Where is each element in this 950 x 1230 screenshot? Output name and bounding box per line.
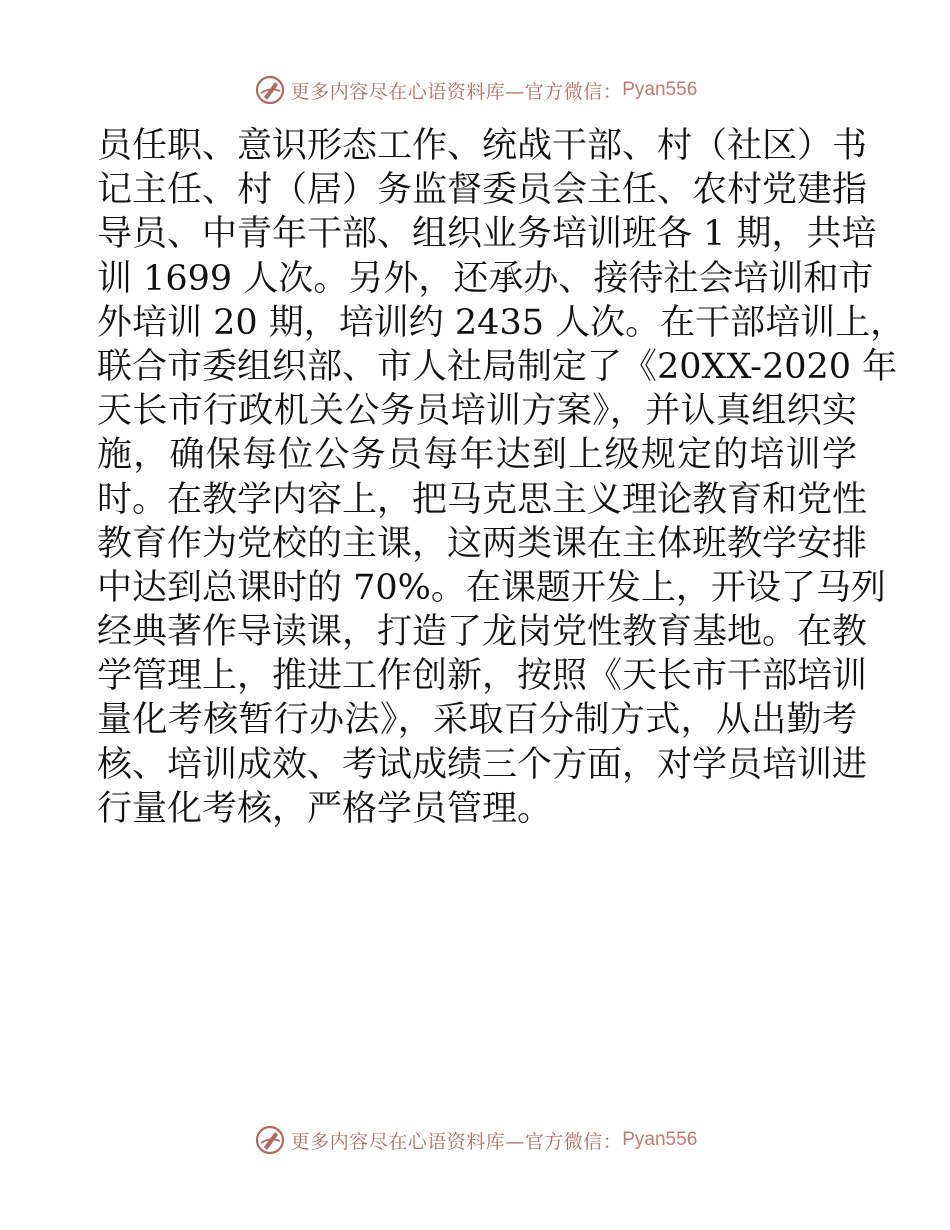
header-banner <box>0 68 950 112</box>
text-line: 天长市行政机关公务员培训方案》，并认真组织实 <box>97 391 857 432</box>
text-line: 施，确保每位公务员每年达到上级规定的培训学 <box>97 435 857 476</box>
footer-wechat-id: Pyan556 <box>622 1129 698 1150</box>
text-line: 量化考核暂行办法》，采取百分制方式，从出勤考 <box>97 700 857 741</box>
header-wechat-id: Pyan556 <box>622 79 698 100</box>
text-line: 学管理上，推进工作创新，按照《天长市干部培训 <box>97 656 868 697</box>
text-line: 员任职、意识形态工作、统战干部、村（社区）书 <box>97 126 868 166</box>
footer-banner-text: 更多内容尽在心语资料库—官方微信： <box>290 1130 623 1153</box>
text-line: 训 1699 人次。另外，还承办、接待社会培训和市 <box>97 258 874 299</box>
bookmark-pen-logo-icon <box>253 1123 287 1157</box>
text-line: 教育作为党校的主课，这两类课在主体班教学安排 <box>97 523 868 564</box>
text-line: 核、培训成效、考试成绩三个方面，对学员培训进 <box>97 744 868 785</box>
text-line: 联合市委组织部、市人社局制定了《20XX-2020 年 <box>97 346 898 387</box>
text-line: 导员、中青年干部、组织业务培训班各 1 期，共培 <box>97 214 877 255</box>
bookmark-pen-logo-icon <box>253 73 287 107</box>
header-banner-text: 更多内容尽在心语资料库—官方微信： <box>290 80 623 103</box>
text-line: 行量化考核，严格学员管理。 <box>97 788 553 829</box>
body-paragraph <box>97 124 906 831</box>
footer-banner <box>0 1118 950 1162</box>
text-line: 中达到总课时的 70%。在课题开发上，开设了马列 <box>97 567 886 608</box>
text-line: 经典著作导读课，打造了龙岗党性教育基地。在教 <box>97 612 868 653</box>
text-line: 记主任、村（居）务监督委员会主任、农村党建指 <box>97 170 868 211</box>
text-line: 外培训 20 期，培训约 2435 人次。在干部培训上， <box>97 302 906 343</box>
text-line: 时。在教学内容上，把马克思主义理论教育和党性 <box>97 479 868 520</box>
